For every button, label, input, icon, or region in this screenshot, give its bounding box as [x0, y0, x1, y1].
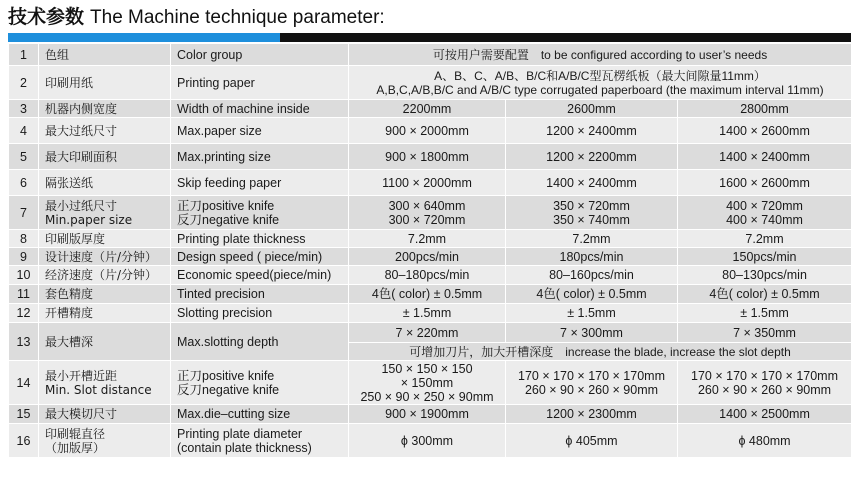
cell-line: （加版厚）	[45, 440, 106, 455]
row-number: 13	[9, 323, 39, 361]
table-row	[9, 230, 852, 248]
param-name-en	[171, 405, 349, 424]
param-name-en	[171, 266, 349, 285]
param-name-zh	[39, 66, 171, 100]
param-name-zh	[39, 285, 171, 304]
cell-line: A、B、C、A/B、B/C和A/B/C型瓦楞纸板（最大间隙量11mm）	[434, 68, 766, 83]
cell-line: 400 × 720mm	[726, 198, 803, 213]
row-number: 1	[9, 44, 39, 66]
cell-line: Tinted precision	[177, 287, 265, 301]
value-cell	[506, 170, 678, 196]
cell-line: 7.2mm	[745, 231, 784, 246]
table-row	[9, 100, 852, 118]
param-name-zh	[39, 170, 171, 196]
value-cell	[678, 230, 852, 248]
cell-line: 1100 × 2000mm	[382, 175, 472, 190]
cell-line: 80–130pcs/min	[722, 268, 807, 282]
cell-line: ϕ 300mm	[400, 433, 454, 448]
parameter-table	[8, 43, 852, 458]
cell-line: 1600 × 2600mm	[719, 175, 810, 190]
cell-line: 最小开槽近距	[45, 368, 118, 383]
table-row	[9, 323, 852, 343]
cell-line: 350 × 720mm	[553, 198, 630, 213]
param-name-en	[171, 323, 349, 361]
cell-line: 200pcs/min	[395, 249, 459, 264]
cell-line: 反刀negative knife	[177, 212, 280, 227]
value-cell	[506, 144, 678, 170]
cell-line: (contain plate thickness)	[177, 440, 312, 455]
cell-line: 最大过纸尺寸	[45, 123, 118, 138]
value-cell	[506, 118, 678, 144]
param-name-zh	[39, 361, 171, 405]
value-span: 可按用户需要配置 to be configured according to user’s needs	[349, 44, 852, 66]
row-number: 16	[9, 424, 39, 458]
row-number: 5	[9, 144, 39, 170]
value-cell	[349, 405, 506, 424]
cell-line: Min. Slot distance	[45, 382, 152, 397]
table-row	[9, 248, 852, 266]
cell-line: 350 × 740mm	[553, 212, 630, 227]
cell-line: 4色( color) ± 0.5mm	[709, 287, 820, 301]
cell-line: × 150mm	[400, 375, 454, 390]
cell-line: Max.slotting depth	[177, 334, 279, 349]
param-name-en	[171, 196, 349, 230]
param-name-zh	[39, 266, 171, 285]
param-name-en	[171, 66, 349, 100]
cell-line: 900 × 1800mm	[385, 149, 469, 164]
cell-line: 1400 × 2600mm	[719, 123, 810, 138]
param-name-zh	[39, 196, 171, 230]
page-title	[8, 4, 385, 30]
value-cell	[349, 230, 506, 248]
table-row	[9, 196, 852, 230]
cell-line: 900 × 1900mm	[385, 407, 469, 421]
table-row	[9, 44, 852, 66]
table-row	[9, 266, 852, 285]
table-row	[9, 118, 852, 144]
param-name-en	[171, 170, 349, 196]
row-number: 4	[9, 118, 39, 144]
value-cell	[349, 323, 506, 343]
value-span	[349, 66, 852, 100]
param-name-zh	[39, 248, 171, 266]
cell-line: Color group	[177, 47, 243, 62]
cell-line: 300 × 640mm	[388, 198, 466, 213]
value-cell	[678, 248, 852, 266]
cell-line: Min.paper size	[45, 212, 133, 227]
cell-line: 印刷用纸	[45, 75, 94, 90]
cell-line: 260 × 90 × 260 × 90mm	[524, 382, 659, 397]
value-cell	[349, 144, 506, 170]
cell-line: Skip feeding paper	[177, 175, 282, 190]
value-cell	[349, 170, 506, 196]
cell-line: 80–160pcs/min	[549, 268, 634, 282]
cell-line: ± 1.5mm	[567, 306, 616, 320]
cell-line: ± 1.5mm	[740, 306, 789, 320]
cell-line: 260 × 90 × 260 × 90mm	[697, 382, 832, 397]
cell-line: 套色精度	[45, 287, 94, 301]
title-en: The Machine technique parameter:	[90, 7, 385, 28]
cell-line: Printing paper	[177, 75, 255, 90]
cell-line: 反刀negative knife	[177, 382, 280, 397]
cell-line: Design speed ( piece/min)	[177, 249, 323, 264]
table-row	[9, 405, 852, 424]
cell-line: 250 × 90 × 250 × 90mm	[360, 389, 494, 404]
value-note: 可增加刀片，加大开槽深度 increase the blade, increase the slot depth	[349, 343, 852, 361]
cell-line: 设计速度（片/分钟）	[45, 249, 158, 264]
value-cell	[349, 196, 506, 230]
cell-line: 150pcs/min	[732, 249, 797, 264]
cell-line: 1400 × 2500mm	[719, 407, 810, 421]
cell-line: 900 × 2000mm	[385, 123, 469, 138]
row-number: 7	[9, 196, 39, 230]
value-cell	[506, 196, 678, 230]
cell-line: Width of machine inside	[177, 101, 310, 116]
cell-line: 1200 × 2200mm	[546, 149, 637, 164]
cell-line: 180pcs/min	[559, 249, 624, 264]
row-number: 3	[9, 100, 39, 118]
table-row	[9, 66, 852, 100]
title-accent-bar	[8, 33, 280, 42]
value-cell	[678, 118, 852, 144]
cell-line: 7 × 350mm	[733, 325, 796, 340]
cell-line: 170 × 170 × 170 × 170mm	[518, 368, 665, 383]
cell-line: 4色( color) ± 0.5mm	[371, 287, 483, 301]
cell-line: 最大槽深	[45, 334, 94, 349]
param-name-en	[171, 144, 349, 170]
value-cell	[349, 118, 506, 144]
param-name-zh	[39, 424, 171, 458]
cell-line: 80–180pcs/min	[384, 268, 470, 282]
cell-line: 1200 × 2400mm	[546, 123, 637, 138]
param-name-zh	[39, 144, 171, 170]
cell-line: 2600mm	[567, 101, 616, 116]
row-number: 9	[9, 248, 39, 266]
cell-line: 最大模切尺寸	[45, 407, 118, 421]
title-zh: 技术参数	[8, 6, 85, 28]
cell-line: 400 × 740mm	[726, 212, 803, 227]
table-row	[9, 424, 852, 458]
value-cell	[678, 144, 852, 170]
value-cell	[349, 304, 506, 323]
value-cell	[678, 323, 852, 343]
cell-line: 4色( color) ± 0.5mm	[536, 287, 647, 301]
cell-line: 1200 × 2300mm	[546, 407, 637, 421]
cell-line: 色组	[45, 47, 70, 62]
value-cell	[506, 230, 678, 248]
param-name-en	[171, 304, 349, 323]
cell-line: Max.die–cutting size	[177, 407, 291, 421]
cell-line: Max.paper size	[177, 123, 262, 138]
value-cell	[349, 248, 506, 266]
cell-line: 300 × 720mm	[388, 212, 466, 227]
cell-line: Slotting precision	[177, 306, 273, 320]
param-name-en	[171, 118, 349, 144]
row-number: 12	[9, 304, 39, 323]
value-cell	[678, 361, 852, 405]
title-rule-bar	[280, 33, 851, 42]
cell-line: ± 1.5mm	[402, 306, 452, 320]
cell-line: 170 × 170 × 170 × 170mm	[691, 368, 839, 383]
value-cell	[678, 170, 852, 196]
param-name-zh	[39, 323, 171, 361]
cell-line: 7 × 300mm	[560, 325, 623, 340]
cell-line: 7 × 220mm	[395, 325, 459, 340]
cell-line: ϕ 480mm	[738, 433, 791, 448]
row-number: 15	[9, 405, 39, 424]
value-cell	[506, 100, 678, 118]
param-name-en	[171, 44, 349, 66]
value-cell	[678, 405, 852, 424]
cell-line: Max.printing size	[177, 149, 271, 164]
value-cell	[506, 304, 678, 323]
param-name-zh	[39, 44, 171, 66]
param-name-en	[171, 285, 349, 304]
param-name-zh	[39, 230, 171, 248]
cell-line: 正刀positive knife	[177, 368, 275, 383]
value-cell	[506, 248, 678, 266]
param-name-zh	[39, 100, 171, 118]
value-cell	[678, 424, 852, 458]
param-name-zh	[39, 405, 171, 424]
cell-line: 开槽精度	[45, 306, 94, 320]
cell-line: Printing plate diameter	[177, 426, 303, 441]
table-row	[9, 144, 852, 170]
cell-line: 正刀positive knife	[177, 198, 275, 213]
cell-line: 2800mm	[740, 101, 789, 116]
table-row	[9, 304, 852, 323]
param-name-zh	[39, 118, 171, 144]
row-number: 14	[9, 361, 39, 405]
cell-line: 1400 × 2400mm	[546, 175, 637, 190]
value-cell	[349, 285, 506, 304]
row-number: 10	[9, 266, 39, 285]
param-name-en	[171, 424, 349, 458]
cell-line: 1400 × 2400mm	[719, 149, 810, 164]
cell-line: 机器内侧宽度	[45, 101, 118, 116]
cell-line: ϕ 405mm	[565, 433, 618, 448]
cell-line: 最小过纸尺寸	[45, 198, 118, 213]
row-number: 2	[9, 66, 39, 100]
cell-line: 7.2mm	[407, 231, 447, 246]
value-cell	[349, 424, 506, 458]
value-cell	[506, 405, 678, 424]
cell-line: 印刷版厚度	[45, 231, 106, 246]
param-name-en	[171, 230, 349, 248]
param-name-zh	[39, 304, 171, 323]
value-cell	[506, 424, 678, 458]
value-cell	[349, 361, 506, 405]
value-cell	[678, 304, 852, 323]
table-row	[9, 361, 852, 405]
value-cell	[678, 266, 852, 285]
value-cell	[349, 266, 506, 285]
param-name-en	[171, 100, 349, 118]
row-number: 8	[9, 230, 39, 248]
cell-line: A,B,C,A/B,B/C and A/B/C type corrugated paperboard (the maximum interval 11mm)	[376, 82, 824, 97]
param-name-en	[171, 361, 349, 405]
cell-line: Printing plate thickness	[177, 231, 306, 246]
value-cell	[678, 196, 852, 230]
param-name-en	[171, 248, 349, 266]
value-cell	[349, 100, 506, 118]
cell-line: 最大印刷面积	[45, 149, 118, 164]
row-number: 11	[9, 285, 39, 304]
cell-line: 印刷辊直径	[45, 426, 106, 441]
value-cell	[678, 100, 852, 118]
value-cell	[506, 361, 678, 405]
value-cell	[678, 285, 852, 304]
value-cell	[506, 266, 678, 285]
cell-line: Economic speed(piece/min)	[177, 268, 332, 282]
cell-line: 经济速度（片/分钟）	[45, 268, 158, 282]
cell-line: 150 × 150 × 150	[381, 361, 473, 376]
table-row	[9, 285, 852, 304]
value-cell	[506, 323, 678, 343]
table-row	[9, 170, 852, 196]
row-number: 6	[9, 170, 39, 196]
cell-line: 隔张送纸	[45, 175, 94, 190]
cell-line: 2200mm	[402, 101, 452, 116]
cell-line: 7.2mm	[572, 231, 611, 246]
value-cell	[506, 285, 678, 304]
